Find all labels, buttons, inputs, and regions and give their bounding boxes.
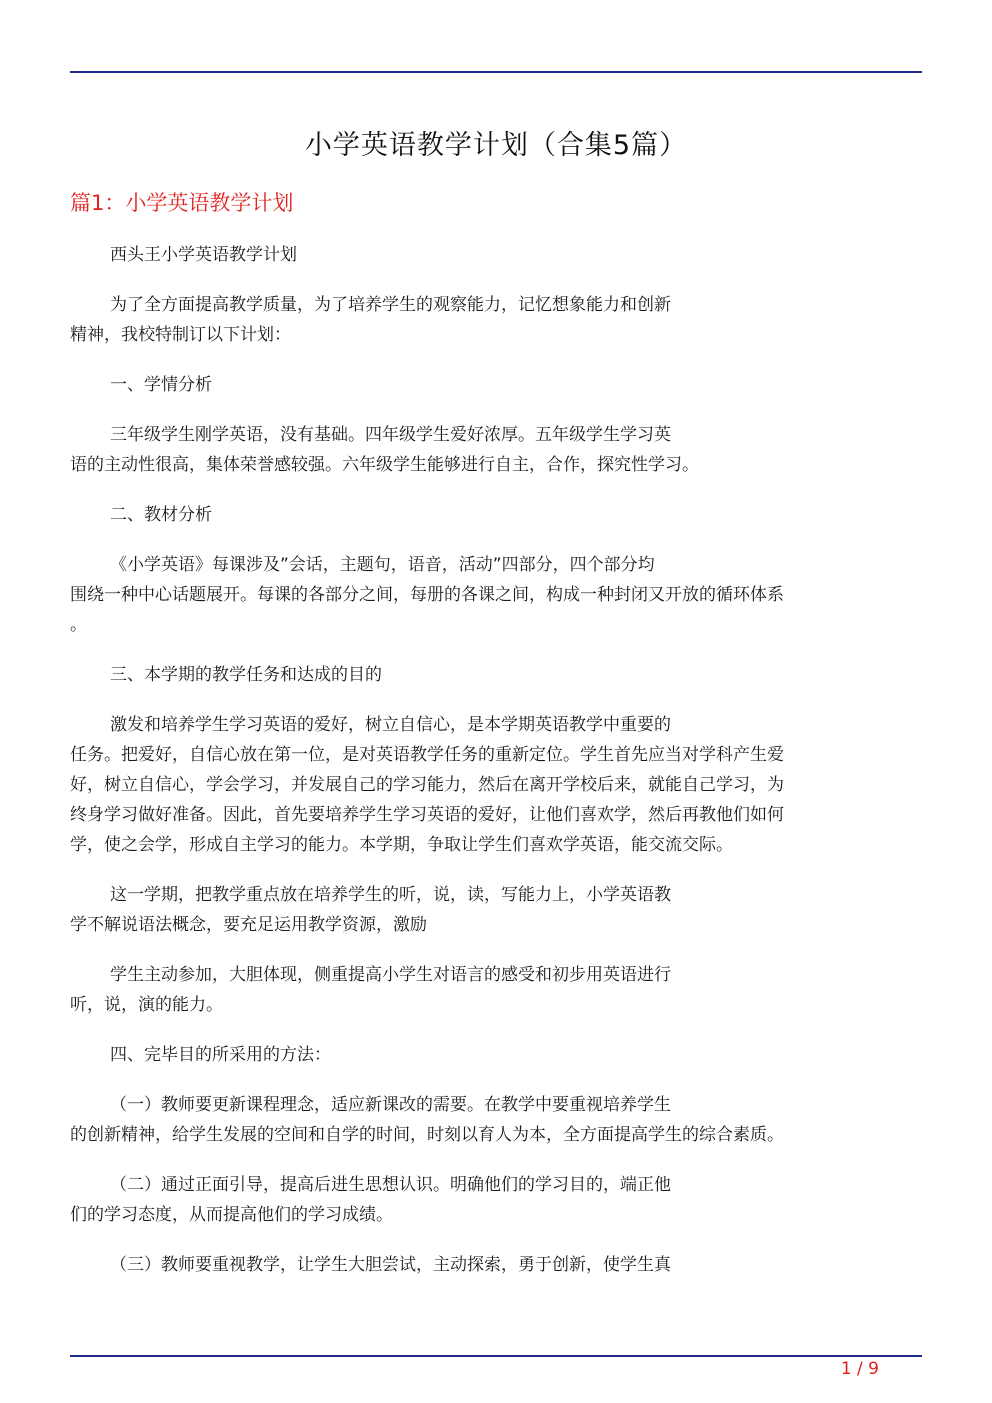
body-paragraph xyxy=(70,660,922,690)
paragraph-line: （二）通过正面引导，提高后进生思想认识。明确他们的学习目的，端正他 xyxy=(110,1175,671,1195)
paragraph-line: 四、完毕目的所采用的方法： xyxy=(110,1045,331,1065)
paragraph-line: 激发和培养学生学习英语的爱好，树立自信心，是本学期英语教学中重要的 xyxy=(110,715,671,735)
body-paragraph xyxy=(70,420,922,480)
paragraph-line: 学不解说语法概念，要充足运用教学资源，激励 xyxy=(70,915,427,935)
document-title: 小学英语教学计划（合集5篇） xyxy=(304,130,688,161)
paragraph-line: 听，说，演的能力。 xyxy=(70,995,223,1015)
body-paragraph xyxy=(70,1170,922,1230)
body-paragraph xyxy=(70,550,922,640)
body-paragraph xyxy=(70,240,922,270)
paragraph-line: 一、学情分析 xyxy=(110,375,212,395)
body-paragraph xyxy=(70,960,922,1020)
paragraph-line: （一）教师要更新课程理念，适应新课改的需要。在教学中要重视培养学生 xyxy=(110,1095,671,1115)
paragraph-line: 围绕一种中心话题展开。每课的各部分之间，每册的各课之间，构成一种封闭又开放的循环体系 xyxy=(70,585,784,605)
paragraph-line: 好，树立自信心，学会学习，并发展自己的学习能力，然后在离开学校后来，就能自己学习，为 xyxy=(70,775,784,795)
paragraph-line: 语的主动性很高，集体荣誉感较强。六年级学生能够进行自主，合作，探究性学习。 xyxy=(70,455,699,475)
paragraph-line: 精神，我校特制订以下计划： xyxy=(70,325,291,345)
paragraph-line: 为了全方面提高教学质量，为了培养学生的观察能力，记忆想象能力和创新 xyxy=(110,295,671,315)
paragraph-line: 学，使之会学，形成自主学习的能力。本学期，争取让学生们喜欢学英语，能交流交际。 xyxy=(70,835,733,855)
header-rule xyxy=(70,71,922,73)
body-paragraph xyxy=(70,370,922,400)
body-paragraph xyxy=(70,710,922,860)
paragraph-line: 这一学期，把教学重点放在培养学生的听，说，读，写能力上，小学英语教 xyxy=(110,885,671,905)
page-number: 1 / 9 xyxy=(840,1359,879,1379)
paragraph-line: 三、本学期的教学任务和达成的目的 xyxy=(110,665,382,685)
section-heading: 篇1：小学英语教学计划 xyxy=(70,191,294,215)
paragraph-line: 西头王小学英语教学计划 xyxy=(110,245,297,265)
body-paragraph xyxy=(70,880,922,940)
paragraph-line: 的创新精神，给学生发展的空间和自学的时间，时刻以育人为本，全方面提高学生的综合素质。 xyxy=(70,1125,784,1145)
paragraph-line: 二、教材分析 xyxy=(110,505,212,525)
paragraph-line: 《小学英语》每课涉及”会话，主题句，语音，活动”四部分，四个部分均 xyxy=(110,555,655,575)
body-paragraph xyxy=(70,1250,922,1280)
document-body xyxy=(70,240,922,1300)
paragraph-line: 任务。把爱好，自信心放在第一位，是对英语教学任务的重新定位。学生首先应当对学科产生爱 xyxy=(70,745,784,765)
paragraph-line: （三）教师要重视教学，让学生大胆尝试，主动探索，勇于创新，使学生真 xyxy=(110,1255,671,1275)
body-paragraph xyxy=(70,500,922,530)
body-paragraph xyxy=(70,1040,922,1070)
paragraph-line: 学生主动参加，大胆体现，侧重提高小学生对语言的感受和初步用英语进行 xyxy=(110,965,671,985)
paragraph-line: 三年级学生刚学英语，没有基础。四年级学生爱好浓厚。五年级学生学习英 xyxy=(110,425,671,445)
paragraph-line: 终身学习做好准备。因此，首先要培养学生学习英语的爱好，让他们喜欢学，然后再教他们如何 xyxy=(70,805,784,825)
footer-rule xyxy=(70,1355,922,1357)
body-paragraph xyxy=(70,290,922,350)
paragraph-line: 。 xyxy=(70,615,87,635)
paragraph-line: 们的学习态度，从而提高他们的学习成绩。 xyxy=(70,1205,393,1225)
body-paragraph xyxy=(70,1090,922,1150)
